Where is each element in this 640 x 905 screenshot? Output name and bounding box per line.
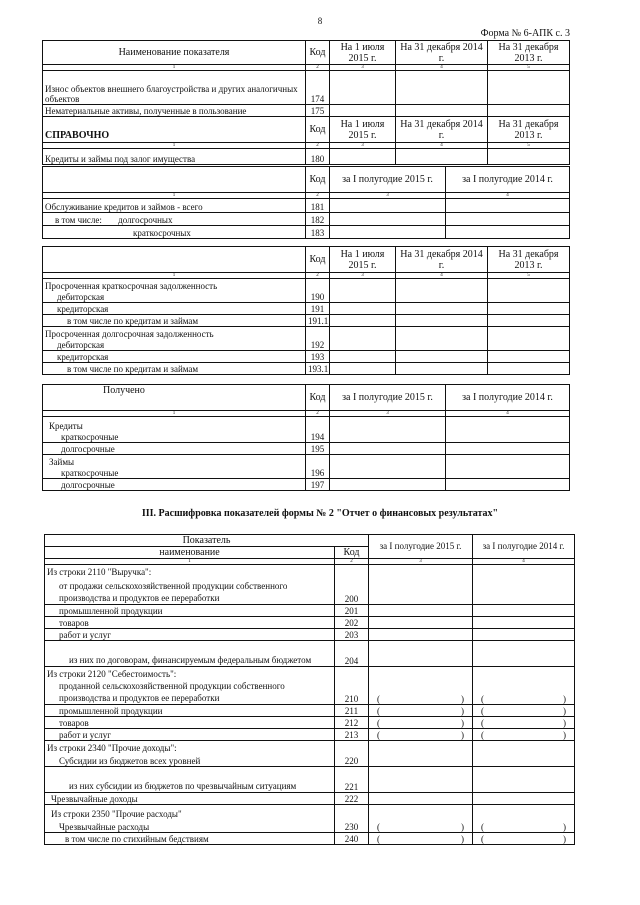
- value-cell[interactable]: [473, 629, 575, 641]
- table-row: [43, 291, 570, 303]
- table-row: [43, 351, 570, 363]
- row-code: 197: [306, 479, 330, 491]
- value-cell[interactable]: [473, 617, 575, 629]
- value-cell[interactable]: [396, 71, 488, 105]
- col-h1-2015-header: за I полугодие 2015 г.: [330, 167, 446, 193]
- empty-cell: [335, 667, 369, 679]
- table-row: [43, 467, 570, 479]
- group-label: Из строки 2350 "Прочие расходы": [45, 805, 335, 819]
- row-label: дебиторская: [43, 339, 306, 351]
- paren-close: ): [563, 718, 567, 728]
- blank-header: [43, 247, 306, 273]
- value-cell[interactable]: [396, 149, 488, 165]
- paren-close: ): [461, 718, 465, 728]
- paren-close: ): [461, 730, 465, 740]
- row-label: товаров: [45, 617, 335, 629]
- row-code: 196: [306, 467, 330, 479]
- paren-open: (: [377, 694, 381, 704]
- empty-cell: [473, 667, 575, 679]
- row-label: от продажи сельскохозяйственной продукции собственного производства и продуктов ее переработки: [45, 577, 335, 605]
- empty-cell: [335, 741, 369, 753]
- row-code: 201: [335, 605, 369, 617]
- header-row: [43, 385, 570, 411]
- col-number: 3: [330, 411, 446, 417]
- col-number: 2: [306, 411, 330, 417]
- code-header: Код: [335, 547, 369, 559]
- value-cell[interactable]: [473, 753, 575, 767]
- row-code: 213: [335, 729, 369, 741]
- section-title: III. Расшифровка показателей формы № 2 "Отчет о финансовых результатах": [141, 508, 499, 519]
- col-jul2015-header: На 1 июля 2015 г.: [330, 247, 396, 273]
- empty-cell: [330, 417, 446, 431]
- table-row: [45, 577, 575, 605]
- col-number: 1: [45, 559, 335, 565]
- value-cell[interactable]: [330, 226, 446, 239]
- row-code: 192: [306, 339, 330, 351]
- row-code: 230: [335, 819, 369, 833]
- value-cell[interactable]: [473, 793, 575, 805]
- group-label: Из строки 2110 "Выручка":: [45, 565, 335, 577]
- table-row: [45, 617, 575, 629]
- empty-cell: [330, 279, 396, 291]
- group-row: [45, 565, 575, 577]
- col-code-header: Код: [306, 385, 330, 411]
- row-code: 222: [335, 793, 369, 805]
- value-cell[interactable]: [330, 71, 396, 105]
- col-dec2013-header: На 31 декабря 2013 г.: [488, 117, 570, 143]
- col-number: 3: [330, 143, 396, 149]
- row-label: краткосрочные: [43, 467, 306, 479]
- col-number: 2: [306, 193, 330, 199]
- empty-cell: [306, 279, 330, 291]
- value-cell[interactable]: [396, 351, 488, 363]
- value-cell[interactable]: [369, 793, 473, 805]
- value-cell[interactable]: [369, 605, 473, 617]
- col-jul2015-header: На 1 июля 2015 г.: [330, 117, 396, 143]
- col-number: 4: [446, 411, 570, 417]
- row-label: работ и услуг: [45, 629, 335, 641]
- paren-open: (: [481, 706, 485, 716]
- indicator-header: Показатель: [45, 535, 369, 547]
- col-h1-2014-header: за I полугодие 2014 г.: [446, 167, 570, 193]
- col-h1-2015-header: за I полугодие 2015 г.: [330, 385, 446, 411]
- col-number: 3: [330, 65, 396, 71]
- table-row: [43, 479, 570, 491]
- value-cell[interactable]: [473, 705, 575, 717]
- name-header: наименование: [45, 547, 335, 559]
- value-cell[interactable]: [488, 105, 570, 117]
- value-cell[interactable]: [330, 351, 396, 363]
- empty-cell: [488, 327, 570, 339]
- row-code: 181: [306, 199, 330, 213]
- form-reference: Форма № 6-АПК с. 3: [480, 28, 570, 39]
- table-row: [45, 641, 575, 667]
- empty-cell: [306, 417, 330, 431]
- row-code: 182: [306, 213, 330, 226]
- empty-cell: [396, 279, 488, 291]
- value-cell[interactable]: [369, 679, 473, 705]
- value-cell[interactable]: [473, 577, 575, 605]
- empty-cell: [473, 741, 575, 753]
- row-label: промышленной продукции: [45, 605, 335, 617]
- value-cell[interactable]: [488, 71, 570, 105]
- value-cell[interactable]: [446, 467, 570, 479]
- row-label-text: долгосрочных: [118, 215, 173, 225]
- paren-close: ): [461, 822, 465, 832]
- received-header: Получено: [43, 385, 306, 411]
- value-cell[interactable]: [488, 363, 570, 375]
- value-cell[interactable]: [396, 315, 488, 327]
- col-h1-2014-header: за I полугодие 2014 г.: [446, 385, 570, 411]
- col-number: 4: [396, 143, 488, 149]
- paren-open: (: [377, 718, 381, 728]
- row-code: 183: [306, 226, 330, 239]
- row-label: промышленной продукции: [45, 705, 335, 717]
- col-dec2014-header: На 31 декабря 2014 г.: [396, 41, 488, 65]
- value-cell[interactable]: [369, 819, 473, 833]
- col-code-header: Код: [306, 41, 330, 65]
- empty-cell: [306, 327, 330, 339]
- col-name-header: Наименование показателя: [43, 41, 306, 65]
- balance-details-table: [42, 40, 570, 165]
- row-code: 194: [306, 431, 330, 443]
- value-cell[interactable]: [473, 833, 575, 845]
- paren-open: (: [481, 730, 485, 740]
- empty-cell: [330, 327, 396, 339]
- row-code: 202: [335, 617, 369, 629]
- reference-title: СПРАВОЧНО: [43, 117, 306, 143]
- paren-open: (: [377, 706, 381, 716]
- empty-cell: [369, 741, 473, 753]
- table-row: [43, 363, 570, 375]
- col-dec2014-header: На 31 декабря 2014 г.: [396, 247, 488, 273]
- group-label: Из строки 2340 "Прочие доходы":: [45, 741, 335, 753]
- table-row: [43, 443, 570, 455]
- col-code-header: Код: [306, 167, 330, 193]
- value-cell[interactable]: [330, 105, 396, 117]
- value-cell[interactable]: [396, 303, 488, 315]
- row-label: работ и услуг: [45, 729, 335, 741]
- row-code: 190: [306, 291, 330, 303]
- value-cell[interactable]: [369, 833, 473, 845]
- header-row: [45, 535, 575, 547]
- paren-open: (: [377, 834, 381, 844]
- row-label: Нематериальные активы, полученные в пользование: [43, 105, 306, 117]
- row-label: кредиторская: [43, 351, 306, 363]
- col-jul2015-header: На 1 июля 2015 г.: [330, 41, 396, 65]
- table-row: [45, 833, 575, 845]
- value-cell[interactable]: [369, 767, 473, 793]
- value-cell[interactable]: [369, 641, 473, 667]
- paren-open: (: [377, 730, 381, 740]
- value-cell[interactable]: [369, 705, 473, 717]
- value-cell[interactable]: [369, 753, 473, 767]
- value-cell[interactable]: [446, 479, 570, 491]
- row-label: Чрезвычайные расходы: [45, 819, 335, 833]
- blank-header: [43, 167, 306, 193]
- table-row: [45, 705, 575, 717]
- empty-cell: [335, 565, 369, 577]
- header-row: [43, 167, 570, 193]
- table-row: [45, 679, 575, 705]
- value-cell[interactable]: [446, 443, 570, 455]
- col-number: 3: [330, 193, 446, 199]
- row-code: 175: [306, 105, 330, 117]
- row-label: Субсидии из бюджетов всех уровней: [45, 753, 335, 767]
- table-row: [43, 303, 570, 315]
- row-code: 220: [335, 753, 369, 767]
- table-row: [43, 226, 570, 239]
- row-label: товаров: [45, 717, 335, 729]
- paren-close: ): [563, 822, 567, 832]
- table-row: [43, 71, 570, 105]
- row-label: в том числе по кредитам и займам: [43, 363, 306, 375]
- paren-close: ): [461, 694, 465, 704]
- row-label: [43, 213, 306, 226]
- table-row: [45, 793, 575, 805]
- row-label: краткосрочные: [43, 431, 306, 443]
- value-cell[interactable]: [330, 149, 396, 165]
- col-number: 3: [330, 273, 396, 279]
- table-row: [45, 767, 575, 793]
- value-cell[interactable]: [330, 199, 446, 213]
- value-cell[interactable]: [396, 339, 488, 351]
- financial-results-table: [44, 534, 575, 845]
- empty-cell: [369, 805, 473, 819]
- group-label: Кредиты: [43, 417, 306, 431]
- value-cell[interactable]: [473, 641, 575, 667]
- row-label: Чрезвычайные доходы: [45, 793, 335, 805]
- value-cell[interactable]: [473, 605, 575, 617]
- col-number: 4: [396, 273, 488, 279]
- empty-cell: [396, 327, 488, 339]
- paren-open: (: [481, 822, 485, 832]
- empty-cell: [488, 279, 570, 291]
- table-row: [45, 729, 575, 741]
- col-number: 5: [488, 65, 570, 71]
- empty-cell: [446, 455, 570, 467]
- col-number: 1: [43, 273, 306, 279]
- value-cell[interactable]: [330, 467, 446, 479]
- table-row: [43, 149, 570, 165]
- group-row: [45, 741, 575, 753]
- value-cell[interactable]: [369, 717, 473, 729]
- value-cell[interactable]: [330, 303, 396, 315]
- value-cell[interactable]: [488, 149, 570, 165]
- row-label: долгосрочные: [43, 479, 306, 491]
- row-code: 180: [306, 149, 330, 165]
- col-number: 3: [369, 559, 473, 565]
- value-cell[interactable]: [473, 679, 575, 705]
- empty-cell: [330, 455, 446, 467]
- paren-close: ): [563, 694, 567, 704]
- empty-cell: [369, 565, 473, 577]
- value-cell[interactable]: [488, 291, 570, 303]
- header-row: [43, 41, 570, 65]
- value-cell[interactable]: [473, 767, 575, 793]
- empty-cell: [335, 805, 369, 819]
- value-cell[interactable]: [488, 303, 570, 315]
- row-code: 191: [306, 303, 330, 315]
- value-cell[interactable]: [488, 351, 570, 363]
- table-row: [45, 819, 575, 833]
- received-loans-table: [42, 384, 570, 491]
- group-row: [43, 455, 570, 467]
- value-cell[interactable]: [396, 291, 488, 303]
- value-cell[interactable]: [396, 363, 488, 375]
- row-code: 195: [306, 443, 330, 455]
- col-number: 2: [306, 65, 330, 71]
- row-label: Износ объектов внешнего благоустройства и других аналогичных объектов: [43, 71, 306, 105]
- table-row: [43, 105, 570, 117]
- paren-close: ): [563, 834, 567, 844]
- col-number: 4: [396, 65, 488, 71]
- col-dec2013-header: На 31 декабря 2013 г.: [488, 247, 570, 273]
- col-number: 2: [306, 143, 330, 149]
- row-code: 174: [306, 71, 330, 105]
- paren-close: ): [563, 730, 567, 740]
- group-label: Просроченная долгосрочная задолженность: [43, 327, 306, 339]
- col-number: 1: [43, 193, 306, 199]
- col-dec2014-header: На 31 декабря 2014 г.: [396, 117, 488, 143]
- group-row: [43, 417, 570, 431]
- row-code: 193: [306, 351, 330, 363]
- col-dec2013-header: На 31 декабря 2013 г.: [488, 41, 570, 65]
- value-cell[interactable]: [473, 729, 575, 741]
- table-row: [45, 605, 575, 617]
- col-number: 4: [473, 559, 575, 565]
- col-h1-2015-header: за I полугодие 2015 г.: [369, 535, 473, 559]
- table-row: [45, 629, 575, 641]
- row-label: долгосрочные: [43, 443, 306, 455]
- value-cell[interactable]: [330, 479, 446, 491]
- row-code: 200: [335, 577, 369, 605]
- value-cell[interactable]: [473, 717, 575, 729]
- paren-open: (: [481, 718, 485, 728]
- value-cell[interactable]: [330, 339, 396, 351]
- value-cell[interactable]: [446, 431, 570, 443]
- value-cell[interactable]: [369, 577, 473, 605]
- row-label: из них субсидии из бюджетов по чрезвычайным ситуациям: [45, 767, 335, 793]
- value-cell[interactable]: [369, 617, 473, 629]
- group-row: [45, 805, 575, 819]
- value-cell[interactable]: [369, 629, 473, 641]
- row-label: дебиторская: [43, 291, 306, 303]
- row-code: 203: [335, 629, 369, 641]
- value-cell[interactable]: [369, 729, 473, 741]
- row-prefix: в том числе:: [55, 215, 102, 225]
- table-row: [43, 315, 570, 327]
- empty-cell: [446, 417, 570, 431]
- col-number: 4: [446, 193, 570, 199]
- col-code-header: Код: [306, 117, 330, 143]
- row-label: в том числе по стихийным бедствиям: [45, 833, 335, 845]
- row-label: проданной сельскохозяйственной продукции собственного производства и продуктов ее переработки: [45, 679, 335, 705]
- value-cell[interactable]: [330, 431, 446, 443]
- value-cell[interactable]: [446, 226, 570, 239]
- table-row: [43, 339, 570, 351]
- value-cell[interactable]: [330, 291, 396, 303]
- col-number: 1: [43, 65, 306, 71]
- row-code: 212: [335, 717, 369, 729]
- row-code: 191.1: [306, 315, 330, 327]
- group-label: Из строки 2120 "Себестоимость":: [45, 667, 335, 679]
- group-label: Просроченная краткосрочная задолженность: [43, 279, 306, 291]
- value-cell[interactable]: [396, 105, 488, 117]
- row-code: 240: [335, 833, 369, 845]
- row-label: Обслуживание кредитов и займов - всего: [43, 199, 306, 213]
- value-cell[interactable]: [488, 315, 570, 327]
- value-cell[interactable]: [446, 213, 570, 226]
- group-label: Займы: [43, 455, 306, 467]
- col-number: 5: [488, 143, 570, 149]
- empty-cell: [306, 455, 330, 467]
- empty-cell: [473, 565, 575, 577]
- table-row: [43, 431, 570, 443]
- group-row: [45, 667, 575, 679]
- group-row: [43, 279, 570, 291]
- col-code-header: Код: [306, 247, 330, 273]
- table-row: [43, 199, 570, 213]
- col-number: 2: [306, 273, 330, 279]
- table-row: [45, 753, 575, 767]
- row-label: кредиторская: [43, 303, 306, 315]
- paren-open: (: [481, 694, 485, 704]
- col-number: 5: [488, 273, 570, 279]
- row-code: 221: [335, 767, 369, 793]
- table-row: [45, 717, 575, 729]
- row-label: из них по договорам, финансируемым федеральным бюджетом: [45, 641, 335, 667]
- table-row: [43, 213, 570, 226]
- value-cell[interactable]: [446, 199, 570, 213]
- header-row: [43, 247, 570, 273]
- row-code: 193.1: [306, 363, 330, 375]
- row-code: 204: [335, 641, 369, 667]
- empty-cell: [369, 667, 473, 679]
- page-number: 8: [317, 16, 323, 26]
- paren-close: ): [461, 706, 465, 716]
- row-label: в том числе по кредитам и займам: [43, 315, 306, 327]
- row-code: 211: [335, 705, 369, 717]
- overdue-debt-table: [42, 246, 570, 375]
- paren-close: ): [563, 706, 567, 716]
- reference-header-row: [43, 117, 570, 143]
- col-number: 1: [43, 411, 306, 417]
- row-label: Кредиты и займы под залог имущества: [43, 149, 306, 165]
- col-number: 1: [43, 143, 306, 149]
- col-number: 2: [335, 559, 369, 565]
- paren-close: ): [461, 834, 465, 844]
- col-h1-2014-header: за I полугодие 2014 г.: [473, 535, 575, 559]
- value-cell[interactable]: [330, 213, 446, 226]
- empty-cell: [473, 805, 575, 819]
- row-code: 210: [335, 679, 369, 705]
- group-row: [43, 327, 570, 339]
- value-cell[interactable]: [473, 819, 575, 833]
- value-cell[interactable]: [330, 363, 396, 375]
- value-cell[interactable]: [488, 339, 570, 351]
- paren-open: (: [481, 834, 485, 844]
- row-label: краткосрочных: [43, 226, 306, 239]
- loan-servicing-table: [42, 166, 570, 239]
- value-cell[interactable]: [330, 315, 396, 327]
- paren-open: (: [377, 822, 381, 832]
- value-cell[interactable]: [330, 443, 446, 455]
